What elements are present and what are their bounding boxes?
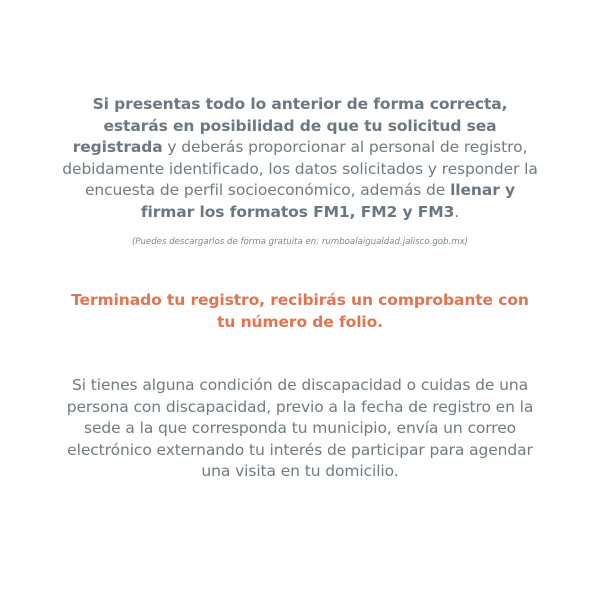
- requirements-end: .: [454, 202, 460, 221]
- requirements-text: y deberás proporcionar al personal de registro, debidamente identificado, los datos solicitados y responder la encuesta de perfil socioeconómico, además de: [62, 138, 538, 199]
- forms-bold-text: llenar y firmar los formatos FM1, FM2 y FM3: [140, 181, 516, 221]
- download-note: (Puedes descargarlos de forma gratuita en: rumboalaigualdad.jalisco.gob.mx): [131, 237, 469, 247]
- requirements-bold-intro: Si presentas todo lo anterior de forma correcta, estarás en posibilidad de que tu solicitud sea registrada: [72, 95, 508, 156]
- disability-info-paragraph: Si tienes alguna condición de discapacidad o cuidas de una persona con discapacidad, previo a la fecha de registro en la sede a la que corresponda tu municipio, envía un correo electrónico externando tu interés de participar para agendar una visita en tu domicilio.: [66, 376, 534, 480]
- folio-confirmation-text: Terminado tu registro, recibirás un comprobante con tu número de folio.: [71, 291, 529, 331]
- registration-requirements-paragraph: [60, 94, 540, 223]
